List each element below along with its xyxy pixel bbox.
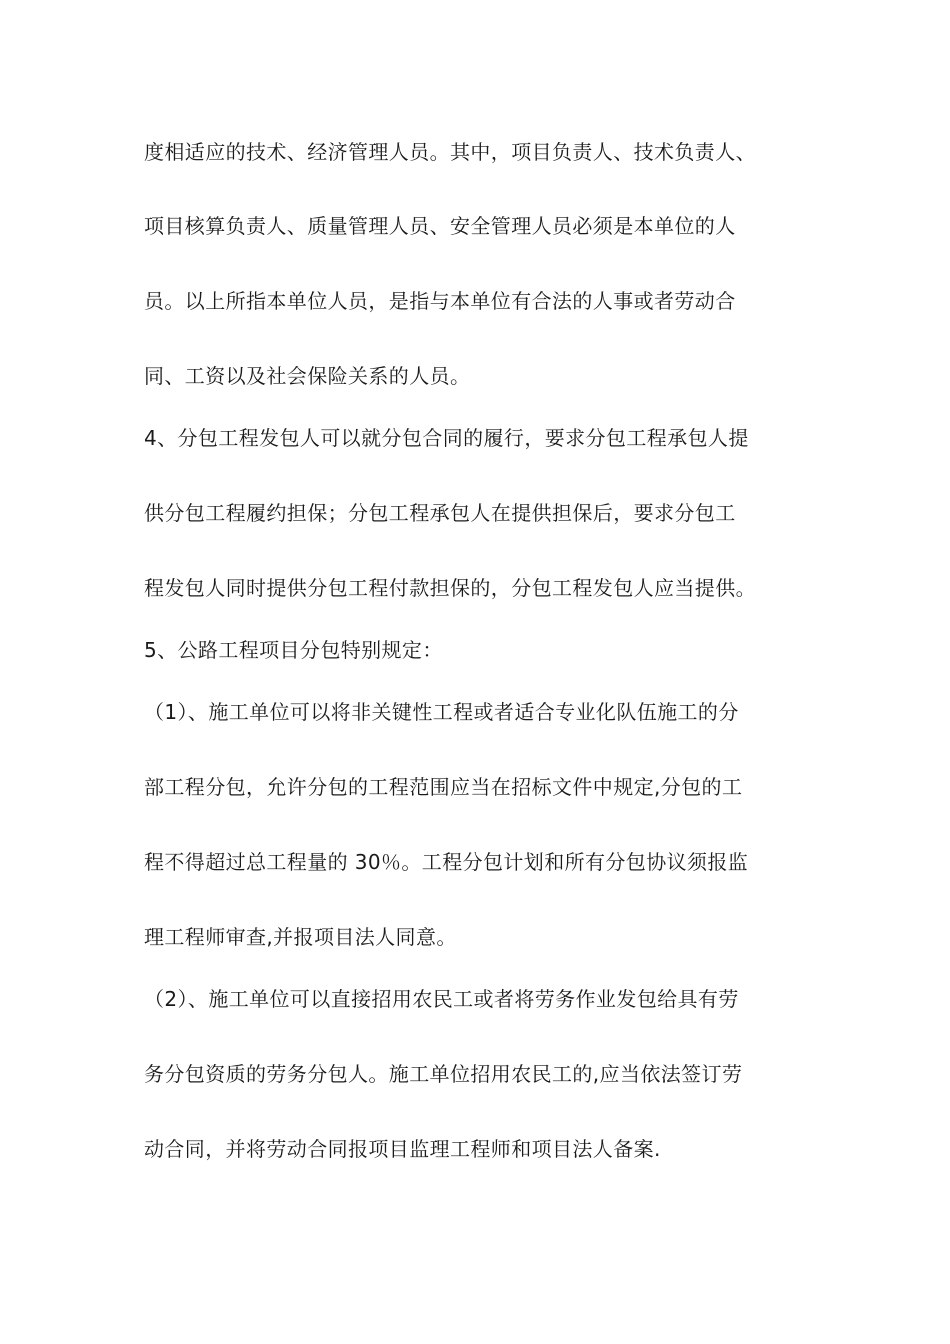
text-line: 同、工资以及社会保险关系的人员。 <box>144 364 471 388</box>
text-line: 程发包人同时提供分包工程付款担保的，分包工程发包人应当提供。 <box>144 576 756 600</box>
text-line: 员。以上所指本单位人员，是指与本单位有合法的人事或者劳动合 <box>144 289 736 313</box>
text-line: 务分包资质的劳务分包人。施工单位招用农民工的,应当依法签订劳 <box>144 1062 743 1086</box>
text-line: 动合同，并将劳动合同报项目监理工程师和项目法人备案. <box>144 1137 661 1161</box>
text-line: 5、公路工程项目分包特别规定： <box>144 638 443 662</box>
text-line: 项目核算负责人、质量管理人员、安全管理人员必须是本单位的人 <box>144 214 736 238</box>
text-line: 供分包工程履约担保；分包工程承包人在提供担保后，要求分包工 <box>144 501 736 525</box>
text-line: 度相适应的技术、经济管理人员。其中，项目负责人、技术负责人、 <box>144 140 756 164</box>
text-line: 程不得超过总工程量的 30％。工程分包计划和所有分包协议须报监 <box>144 850 749 874</box>
text-line: （2）、施工单位可以直接招用农民工或者将劳务作业发包给具有劳 <box>144 987 739 1011</box>
text-line: 4、分包工程发包人可以就分包合同的履行，要求分包工程承包人提 <box>144 426 749 450</box>
text-line: 部工程分包，允许分包的工程范围应当在招标文件中规定,分包的工 <box>144 775 743 799</box>
text-line: （1）、施工单位可以将非关键性工程或者适合专业化队伍施工的分 <box>144 700 739 724</box>
text-line: 理工程师审查,并报项目法人同意。 <box>144 925 457 949</box>
